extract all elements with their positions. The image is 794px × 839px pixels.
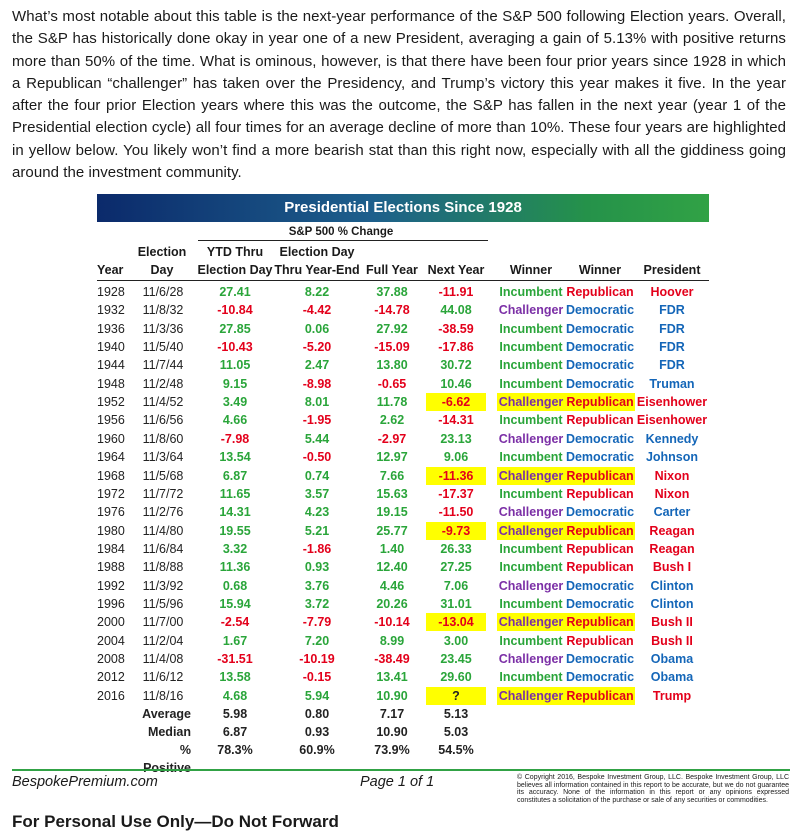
row-year: 1948 bbox=[97, 376, 125, 391]
row-year: 1972 bbox=[97, 486, 125, 501]
row-year: 1932 bbox=[97, 303, 125, 318]
row-election-date: 11/7/72 bbox=[142, 486, 184, 501]
row-ytd: 27.41 bbox=[219, 285, 251, 299]
row-full-year: 2.62 bbox=[379, 413, 405, 428]
row-winner-party: Republican bbox=[566, 413, 634, 428]
row-full-year: -10.14 bbox=[374, 615, 410, 630]
stat-value-ny: 5.13 bbox=[443, 707, 469, 721]
row-winner-status: Incumbent bbox=[499, 560, 563, 575]
row-next-year: 9.06 bbox=[443, 450, 469, 465]
row-winner-status: Incumbent bbox=[499, 633, 563, 648]
header-president: President bbox=[643, 263, 701, 277]
stat-label: % Positive bbox=[143, 743, 191, 775]
row-ed-to-year-end: 3.76 bbox=[304, 578, 330, 593]
stat-value-ed: 0.80 bbox=[304, 707, 330, 721]
row-election-date: 11/8/60 bbox=[142, 431, 184, 446]
row-next-year: 44.08 bbox=[440, 303, 472, 318]
row-president: Bush I bbox=[652, 560, 692, 575]
header-winner-2: Winner bbox=[578, 263, 622, 277]
row-president: Hoover bbox=[650, 285, 694, 299]
row-full-year: 11.78 bbox=[376, 395, 408, 410]
row-full-year: -15.09 bbox=[374, 340, 410, 355]
row-full-year: 12.97 bbox=[376, 450, 408, 465]
row-election-date: 11/7/44 bbox=[142, 358, 184, 373]
row-president: Truman bbox=[649, 376, 695, 391]
row-president: Clinton bbox=[650, 596, 694, 611]
row-next-year: 26.33 bbox=[440, 541, 472, 556]
row-winner-party: Republican bbox=[566, 688, 634, 703]
row-next-year: 29.60 bbox=[440, 670, 472, 685]
stat-label: Average bbox=[142, 707, 191, 721]
row-ytd: 3.49 bbox=[222, 395, 248, 410]
row-election-date: 11/4/52 bbox=[142, 395, 184, 410]
row-year: 2012 bbox=[97, 670, 125, 685]
row-next-year: -11.36 bbox=[426, 467, 486, 485]
stat-value-fy: 10.90 bbox=[376, 725, 408, 739]
header-ed-bottom: Thru Year-End bbox=[274, 263, 360, 277]
row-winner-party: Republican bbox=[566, 468, 634, 483]
row-president: Eisenhower bbox=[636, 413, 708, 428]
row-full-year: 37.88 bbox=[376, 285, 408, 299]
row-ed-to-year-end: -0.15 bbox=[302, 670, 332, 685]
row-winner-status: Incumbent bbox=[499, 670, 563, 685]
row-election-date: 11/6/12 bbox=[142, 670, 184, 685]
row-ed-to-year-end: 2.47 bbox=[304, 358, 330, 373]
row-ed-to-year-end: 4.23 bbox=[304, 505, 330, 520]
row-election-date: 11/2/76 bbox=[142, 505, 184, 520]
row-election-date: 11/5/68 bbox=[142, 468, 184, 483]
row-election-date: 11/5/96 bbox=[142, 596, 184, 611]
row-full-year: 13.80 bbox=[376, 358, 408, 373]
row-ytd: 3.32 bbox=[222, 541, 248, 556]
row-president: Kennedy bbox=[645, 431, 699, 446]
row-winner-party: Democratic bbox=[565, 340, 635, 355]
header-election-top: Election bbox=[137, 245, 187, 259]
row-ed-to-year-end: -7.79 bbox=[302, 615, 332, 630]
table-title: Presidential Elections Since 1928 bbox=[97, 194, 709, 222]
row-winner-party: Democratic bbox=[565, 321, 635, 336]
row-winner-status: Incumbent bbox=[499, 450, 563, 465]
row-year: 1996 bbox=[97, 596, 125, 611]
row-winner-status: Challenger bbox=[498, 615, 564, 630]
row-election-date: 11/6/56 bbox=[142, 413, 184, 428]
footer-divider bbox=[12, 769, 790, 771]
row-winner-party: Republican bbox=[566, 486, 634, 501]
row-president: Reagan bbox=[649, 523, 695, 538]
row-president: Nixon bbox=[654, 468, 690, 483]
row-ed-to-year-end: -1.86 bbox=[302, 541, 332, 556]
row-winner-party: Republican bbox=[566, 615, 634, 630]
row-election-date: 11/8/88 bbox=[142, 560, 184, 575]
header-ytd-top: YTD Thru bbox=[206, 245, 264, 259]
row-full-year: 12.40 bbox=[376, 560, 408, 575]
row-election-date: 11/4/80 bbox=[142, 523, 184, 538]
row-full-year: -2.97 bbox=[377, 431, 407, 446]
row-ytd: -2.54 bbox=[220, 615, 250, 630]
row-year: 2016 bbox=[97, 688, 125, 703]
row-election-date: 11/3/36 bbox=[142, 321, 184, 336]
header-next-year: Next Year bbox=[427, 263, 485, 277]
row-next-year: 3.00 bbox=[443, 633, 469, 648]
row-full-year: -14.78 bbox=[374, 303, 410, 318]
row-ytd: 27.85 bbox=[219, 321, 251, 336]
row-winner-status: Challenger bbox=[498, 303, 564, 318]
row-year: 1988 bbox=[97, 560, 125, 575]
stat-value-ny: 5.03 bbox=[443, 725, 469, 739]
row-president: FDR bbox=[659, 358, 685, 373]
row-president: Obama bbox=[650, 670, 694, 685]
row-winner-party: Republican bbox=[566, 560, 634, 575]
row-next-year: -17.86 bbox=[438, 340, 474, 355]
row-winner-party: Democratic bbox=[565, 376, 635, 391]
row-election-date: 11/2/04 bbox=[142, 633, 184, 648]
stat-value-ed: 0.93 bbox=[304, 725, 330, 739]
row-election-date: 11/3/92 bbox=[142, 578, 184, 593]
row-year: 1984 bbox=[97, 541, 125, 556]
stat-value-fy: 7.17 bbox=[379, 707, 405, 721]
row-year: 1976 bbox=[97, 505, 125, 520]
row-winner-party: Republican bbox=[566, 395, 634, 410]
row-year: 2004 bbox=[97, 633, 125, 648]
intro-paragraph: What’s most notable about this table is the next-year performance of the S&P 500 following Election years. Overall, the S&P has historically done okay in year one of a new President, averaging a gain of 5.13% with positive returns more than 50% of the time. What is ominous, however, is that there have been four prior years since 1928 in which a Republican “challenger” has taken over the Presidency, and Trump’s victory this year makes it five. In the year after the four prior Election years where this was the outcome, the S&P has fallen in the next year (year 1 of the Presidential election cycle) all four times for an average decline of more than 10%. These four years are highlighted in yellow below. You likely won’t find a more bearish stat than this right now, especially with all the giddiness going around the investment community. bbox=[12, 8, 786, 182]
row-ed-to-year-end: 3.72 bbox=[304, 596, 330, 611]
row-ed-to-year-end: 0.93 bbox=[304, 560, 330, 575]
row-winner-party: Republican bbox=[566, 633, 634, 648]
row-ytd: -10.84 bbox=[217, 303, 253, 318]
header-underline bbox=[97, 280, 709, 281]
row-president: FDR bbox=[659, 303, 685, 318]
row-ytd: 6.87 bbox=[222, 468, 248, 483]
row-winner-status: Challenger bbox=[498, 652, 564, 666]
row-year: 1956 bbox=[97, 413, 125, 428]
header-ed-top: Election Day bbox=[279, 245, 355, 259]
row-winner-status: Incumbent bbox=[499, 541, 563, 556]
row-election-date: 11/8/16 bbox=[142, 688, 184, 703]
header-divider bbox=[198, 240, 488, 241]
header-winner-1: Winner bbox=[509, 263, 553, 277]
row-president: Johnson bbox=[645, 450, 699, 465]
header-ytd-bottom: Election Day bbox=[197, 263, 273, 277]
row-winner-status: Challenger bbox=[498, 523, 564, 538]
row-president: FDR bbox=[659, 321, 685, 336]
row-ytd: 13.58 bbox=[219, 670, 251, 685]
row-next-year: -14.31 bbox=[438, 413, 474, 428]
row-ed-to-year-end: -0.50 bbox=[302, 450, 332, 465]
row-winner-status: Incumbent bbox=[499, 358, 563, 373]
row-ytd: 14.31 bbox=[219, 505, 251, 520]
row-next-year: 10.46 bbox=[440, 376, 472, 391]
row-election-date: 11/6/84 bbox=[142, 541, 184, 556]
row-ytd: -7.98 bbox=[220, 431, 250, 446]
row-president: Carter bbox=[653, 505, 691, 520]
row-ytd: 1.67 bbox=[222, 633, 248, 648]
row-president: Reagan bbox=[649, 541, 695, 556]
row-ed-to-year-end: 8.22 bbox=[304, 285, 330, 299]
row-full-year: 8.99 bbox=[379, 633, 405, 648]
stat-value-fy: 73.9% bbox=[374, 743, 410, 757]
footer-site: BespokePremium.com bbox=[12, 774, 158, 790]
row-election-date: 11/6/28 bbox=[142, 285, 184, 299]
row-winner-status: Challenger bbox=[498, 578, 564, 593]
row-full-year: 25.77 bbox=[376, 523, 408, 538]
row-next-year: -17.37 bbox=[438, 486, 474, 501]
row-president: Bush II bbox=[651, 633, 693, 648]
row-ytd: 9.15 bbox=[222, 376, 248, 391]
row-full-year: 1.40 bbox=[379, 541, 405, 556]
row-year: 1980 bbox=[97, 523, 125, 538]
row-full-year: 19.15 bbox=[376, 505, 408, 520]
row-ed-to-year-end: 7.20 bbox=[304, 633, 330, 648]
row-ytd: 4.68 bbox=[222, 688, 248, 703]
row-next-year: 23.45 bbox=[440, 652, 472, 666]
row-full-year: 7.66 bbox=[379, 468, 405, 483]
row-ytd: 11.05 bbox=[219, 358, 251, 373]
row-year: 1936 bbox=[97, 321, 125, 336]
row-winner-status: Challenger bbox=[498, 688, 564, 703]
row-full-year: -0.65 bbox=[377, 376, 407, 391]
row-ed-to-year-end: 3.57 bbox=[304, 486, 330, 501]
row-full-year: 27.92 bbox=[376, 321, 408, 336]
row-year: 1928 bbox=[97, 285, 125, 299]
row-president: Obama bbox=[650, 652, 694, 666]
stat-value-ytd: 6.87 bbox=[222, 725, 248, 739]
row-election-date: 11/7/00 bbox=[142, 615, 184, 630]
row-year: 1952 bbox=[97, 395, 125, 410]
row-ytd: 19.55 bbox=[219, 523, 251, 538]
header-election-bottom: Day bbox=[150, 263, 174, 277]
row-ed-to-year-end: -5.20 bbox=[302, 340, 332, 355]
row-ed-to-year-end: 8.01 bbox=[304, 395, 330, 410]
row-winner-status: Incumbent bbox=[499, 285, 563, 299]
row-next-year: -9.73 bbox=[426, 522, 486, 540]
row-next-year: -11.50 bbox=[438, 505, 474, 520]
row-president: FDR bbox=[659, 340, 685, 355]
stat-label: Median bbox=[147, 725, 191, 739]
row-ytd: 4.66 bbox=[222, 413, 248, 428]
row-full-year: 4.46 bbox=[379, 578, 405, 593]
row-next-year: -11.91 bbox=[438, 285, 474, 299]
row-year: 1940 bbox=[97, 340, 125, 355]
row-election-date: 11/4/08 bbox=[142, 652, 184, 666]
row-next-year: 23.13 bbox=[440, 431, 472, 446]
row-full-year: 20.26 bbox=[376, 596, 408, 611]
stat-value-ny: 54.5% bbox=[438, 743, 474, 757]
row-winner-party: Democratic bbox=[565, 358, 635, 373]
row-winner-status: Incumbent bbox=[499, 376, 563, 391]
stat-value-ed: 60.9% bbox=[299, 743, 335, 757]
row-full-year: 10.90 bbox=[376, 688, 408, 703]
stat-value-ytd: 5.98 bbox=[222, 707, 248, 721]
row-next-year: -6.62 bbox=[426, 393, 486, 411]
row-next-year: 27.25 bbox=[440, 560, 472, 575]
row-ytd: 0.68 bbox=[222, 578, 248, 593]
row-year: 1968 bbox=[97, 468, 125, 483]
row-winner-party: Democratic bbox=[565, 596, 635, 611]
row-winner-party: Democratic bbox=[565, 505, 635, 520]
stat-value-ytd: 78.3% bbox=[217, 743, 253, 757]
row-ytd: 13.54 bbox=[219, 450, 251, 465]
row-next-year: -38.59 bbox=[438, 321, 474, 336]
row-winner-party: Democratic bbox=[565, 431, 635, 446]
row-winner-party: Democratic bbox=[565, 652, 635, 666]
row-full-year: 13.41 bbox=[376, 670, 408, 685]
row-ytd: -10.43 bbox=[217, 340, 253, 355]
sp500-change-header: S&P 500 % Change bbox=[288, 226, 394, 238]
row-president: Trump bbox=[652, 688, 692, 703]
row-year: 1944 bbox=[97, 358, 125, 373]
header-full-year: Full Year bbox=[366, 263, 418, 277]
row-winner-party: Republican bbox=[566, 523, 634, 538]
row-ed-to-year-end: -1.95 bbox=[302, 413, 332, 428]
footer-notice: For Personal Use Only—Do Not Forward bbox=[12, 812, 339, 831]
row-winner-party: Democratic bbox=[565, 578, 635, 593]
row-ed-to-year-end: 5.44 bbox=[304, 431, 330, 446]
row-ytd: 15.94 bbox=[219, 596, 251, 611]
row-election-date: 11/5/40 bbox=[142, 340, 184, 355]
row-winner-status: Incumbent bbox=[499, 596, 563, 611]
row-next-year: 31.01 bbox=[440, 596, 472, 611]
row-next-year: 30.72 bbox=[440, 358, 472, 373]
row-ed-to-year-end: 0.74 bbox=[304, 468, 330, 483]
row-winner-party: Democratic bbox=[565, 303, 635, 318]
row-ytd: 11.65 bbox=[219, 486, 251, 501]
row-ed-to-year-end: -10.19 bbox=[299, 652, 335, 666]
row-winner-status: Challenger bbox=[498, 431, 564, 446]
row-president: Nixon bbox=[654, 486, 690, 501]
row-winner-status: Incumbent bbox=[499, 340, 563, 355]
row-next-year: ? bbox=[426, 687, 486, 705]
row-ed-to-year-end: 5.94 bbox=[304, 688, 330, 703]
row-winner-party: Democratic bbox=[565, 670, 635, 685]
row-election-date: 11/2/48 bbox=[142, 376, 184, 391]
row-winner-status: Challenger bbox=[498, 468, 564, 483]
footer-copyright: © Copyright 2016, Bespoke Investment Group, LLC. Bespoke Investment Group, LLC believes all information contained in this report to be accurate, but we do not guarantee its accuracy. None of the information in this report or any opinions expressed constitutes a solicitation of the purchase or sale of any securities or commodities. bbox=[517, 774, 789, 804]
row-ed-to-year-end: 0.06 bbox=[304, 321, 330, 336]
row-winner-status: Incumbent bbox=[499, 413, 563, 428]
row-winner-party: Republican bbox=[566, 285, 634, 299]
row-year: 1992 bbox=[97, 578, 125, 593]
footer-page-number: Page 1 of 1 bbox=[360, 774, 435, 790]
row-ed-to-year-end: -8.98 bbox=[302, 376, 332, 391]
row-president: Eisenhower bbox=[636, 395, 708, 410]
row-next-year: -13.04 bbox=[426, 613, 486, 631]
row-ed-to-year-end: 5.21 bbox=[304, 523, 330, 538]
row-election-date: 11/8/32 bbox=[142, 303, 184, 318]
header-year: Year bbox=[97, 263, 124, 277]
row-year: 1960 bbox=[97, 431, 125, 446]
row-winner-party: Republican bbox=[566, 541, 634, 556]
row-ed-to-year-end: -4.42 bbox=[302, 303, 332, 318]
row-year: 1964 bbox=[97, 450, 125, 465]
row-year: 2000 bbox=[97, 615, 125, 630]
row-ytd: 11.36 bbox=[219, 560, 251, 575]
row-winner-status: Incumbent bbox=[499, 486, 563, 501]
row-president: Bush II bbox=[651, 615, 693, 630]
row-president: Clinton bbox=[650, 578, 694, 593]
row-winner-party: Democratic bbox=[565, 450, 635, 465]
row-full-year: -38.49 bbox=[374, 652, 410, 666]
row-winner-status: Challenger bbox=[498, 395, 564, 410]
row-next-year: 7.06 bbox=[443, 578, 469, 593]
row-winner-status: Incumbent bbox=[499, 321, 563, 336]
row-year: 2008 bbox=[97, 652, 125, 666]
row-ytd: -31.51 bbox=[217, 652, 253, 666]
row-winner-status: Challenger bbox=[498, 505, 564, 520]
row-election-date: 11/3/64 bbox=[142, 450, 184, 465]
row-full-year: 15.63 bbox=[376, 486, 408, 501]
